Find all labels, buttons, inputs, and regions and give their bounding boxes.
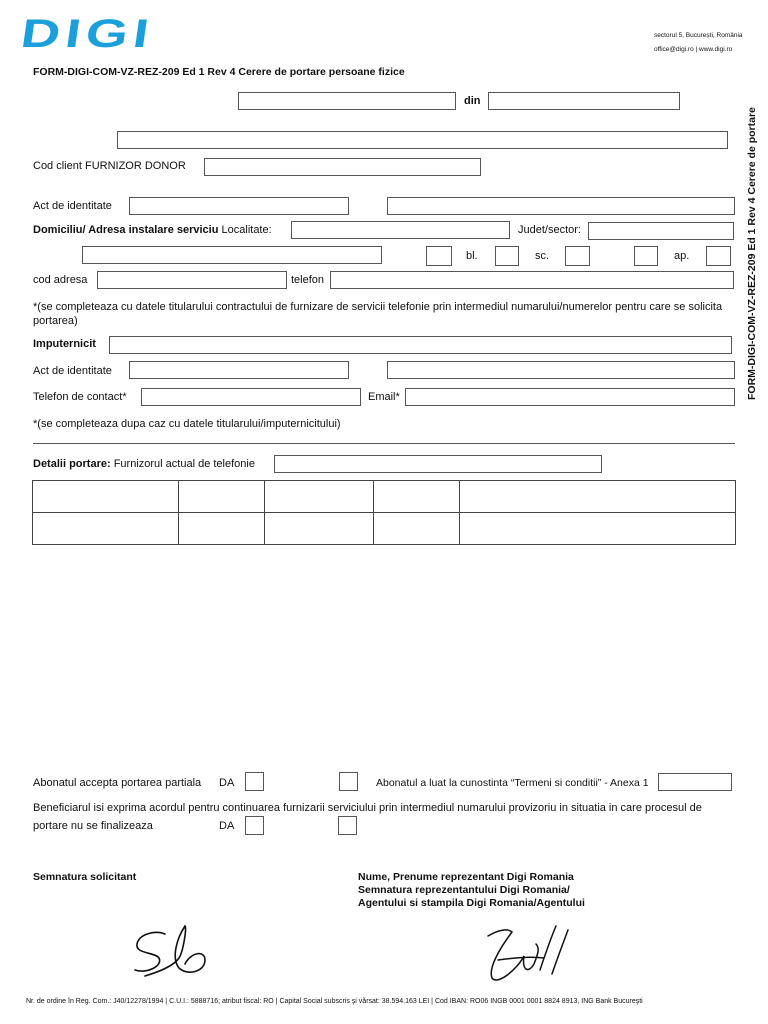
- rep-line-3: Agentului si stampila Digi Romania/Agentului: [358, 897, 585, 909]
- imputernicit-input[interactable]: [109, 336, 732, 354]
- table-cell[interactable]: [179, 513, 265, 545]
- cod-client-input[interactable]: [204, 158, 481, 176]
- solicitant-signature: [125, 924, 215, 986]
- cod-adresa-input[interactable]: [97, 271, 287, 289]
- side-form-title: FORM-DIGI-COM-VZ-REZ-209 Ed 1 Rev 4 Cerere de portare: [746, 107, 758, 400]
- beneficiar-text-2: portare nu se finalizeaza: [33, 820, 153, 832]
- act-identitate2-input[interactable]: [129, 361, 349, 379]
- bl-input[interactable]: [495, 246, 519, 266]
- da2-label: DA: [219, 820, 235, 832]
- section-divider: [33, 443, 735, 444]
- table-cell[interactable]: [374, 481, 460, 513]
- domiciliu-row-label: [33, 224, 272, 236]
- company-address: sectorul 5, București, România: [654, 32, 743, 39]
- beneficiar-da-checkbox[interactable]: [245, 816, 264, 835]
- table-cell[interactable]: [179, 481, 265, 513]
- footer-legal: Nr. de ordine în Reg. Com.: J40/12278/1994 | C.U.I.: 5888716; atribut fiscal: RO | Capital Social subscris şi vărsat: 38.594.163 LEI | Cod IBAN: RO06 INGB 0001 0001 8824 8913, ING Bank Bucureşti: [26, 998, 643, 1005]
- numar-input[interactable]: [426, 246, 452, 266]
- table-cell[interactable]: [374, 513, 460, 545]
- partiala-da-checkbox[interactable]: [245, 772, 264, 791]
- act-identitate-input[interactable]: [129, 197, 349, 215]
- table-cell[interactable]: [460, 513, 736, 545]
- ap-label: ap.: [674, 250, 690, 262]
- localitate-input[interactable]: [291, 221, 510, 239]
- beneficiar-nu-checkbox[interactable]: [338, 816, 357, 835]
- note-imputernicit: *(se completeaza dupa caz cu datele titularului/imputernicitului): [33, 418, 341, 430]
- solicitant-label: Semnatura solicitant: [33, 871, 137, 883]
- company-contact: office@digi.ro | www.digi.ro: [654, 46, 733, 53]
- da-label: DA: [219, 777, 235, 789]
- table-cell[interactable]: [33, 481, 179, 513]
- email-label: Email*: [368, 391, 400, 403]
- judet-input[interactable]: [588, 222, 734, 240]
- table-row: [33, 481, 736, 513]
- detalii-row-label: [33, 458, 255, 470]
- detalii-label: Detalii portare:: [33, 458, 111, 470]
- act-identitate-label: Act de identitate: [33, 200, 112, 212]
- portare-table: [32, 480, 736, 545]
- table-cell[interactable]: [460, 481, 736, 513]
- etaj-input[interactable]: [634, 246, 658, 266]
- act-identitate2-details-input[interactable]: [387, 361, 735, 379]
- table-cell[interactable]: [265, 513, 374, 545]
- rep-line-1: Nume, Prenume reprezentant Digi Romania: [358, 871, 574, 883]
- rep-line-2: Semnatura reprezentantului Digi Romania/: [358, 884, 570, 896]
- telefon-contact-input[interactable]: [141, 388, 361, 406]
- name-input[interactable]: [238, 92, 456, 110]
- partiala-label: Abonatul accepta portarea partiala: [33, 777, 202, 789]
- beneficiar-text-1: Beneficiarul isi exprima acordul pentru continuarea furnizarii serviciului prin intermediul numarului provizoriu in situatia in care procesul de: [33, 802, 702, 814]
- termeni-input[interactable]: [658, 773, 732, 791]
- strada-input[interactable]: [82, 246, 382, 264]
- cod-client-label: Cod client FURNIZOR DONOR: [33, 160, 186, 172]
- email-input[interactable]: [405, 388, 735, 406]
- table-cell[interactable]: [33, 513, 179, 545]
- judet-label: Judet/sector:: [518, 224, 581, 236]
- telefon-contact-label: Telefon de contact*: [33, 391, 127, 403]
- furnizor-label: Furnizorul actual de telefonie: [113, 458, 255, 470]
- representative-signature: [478, 918, 578, 990]
- full-name-input[interactable]: [117, 131, 728, 149]
- table-cell[interactable]: [265, 481, 374, 513]
- bl-label: bl.: [466, 250, 478, 262]
- din-label: din: [464, 95, 481, 107]
- domiciliu-label: Domiciliu/ Adresa instalare serviciu: [33, 224, 219, 236]
- act-identitate2-label: Act de identitate: [33, 365, 112, 377]
- digi-logo: DIGI: [18, 12, 157, 56]
- din-input[interactable]: [488, 92, 680, 110]
- cod-adresa-label: cod adresa: [33, 274, 88, 286]
- termeni-label: Abonatul a luat la cunostinta “Termeni si conditii” - Anexa 1: [376, 777, 649, 789]
- sc-input[interactable]: [565, 246, 590, 266]
- ap-input[interactable]: [706, 246, 731, 266]
- sc-label: sc.: [535, 250, 550, 262]
- localitate-label: Localitate:: [221, 224, 272, 236]
- imputernicit-label: Imputernicit: [33, 338, 96, 350]
- note-titular: *(se completeaza cu datele titularului contractului de furnizare de servicii telefonie prin intermediul numarului/numerelor pentru care se solicita portarea): [33, 301, 723, 327]
- act-identitate-details-input[interactable]: [387, 197, 735, 215]
- partiala-nu-checkbox[interactable]: [339, 772, 358, 791]
- furnizor-input[interactable]: [274, 455, 602, 473]
- telefon-label: telefon: [291, 274, 325, 286]
- telefon-input[interactable]: [330, 271, 734, 289]
- table-row: [33, 513, 736, 545]
- form-title: FORM-DIGI-COM-VZ-REZ-209 Ed 1 Rev 4 Cerere de portare persoane fizice: [33, 66, 405, 78]
